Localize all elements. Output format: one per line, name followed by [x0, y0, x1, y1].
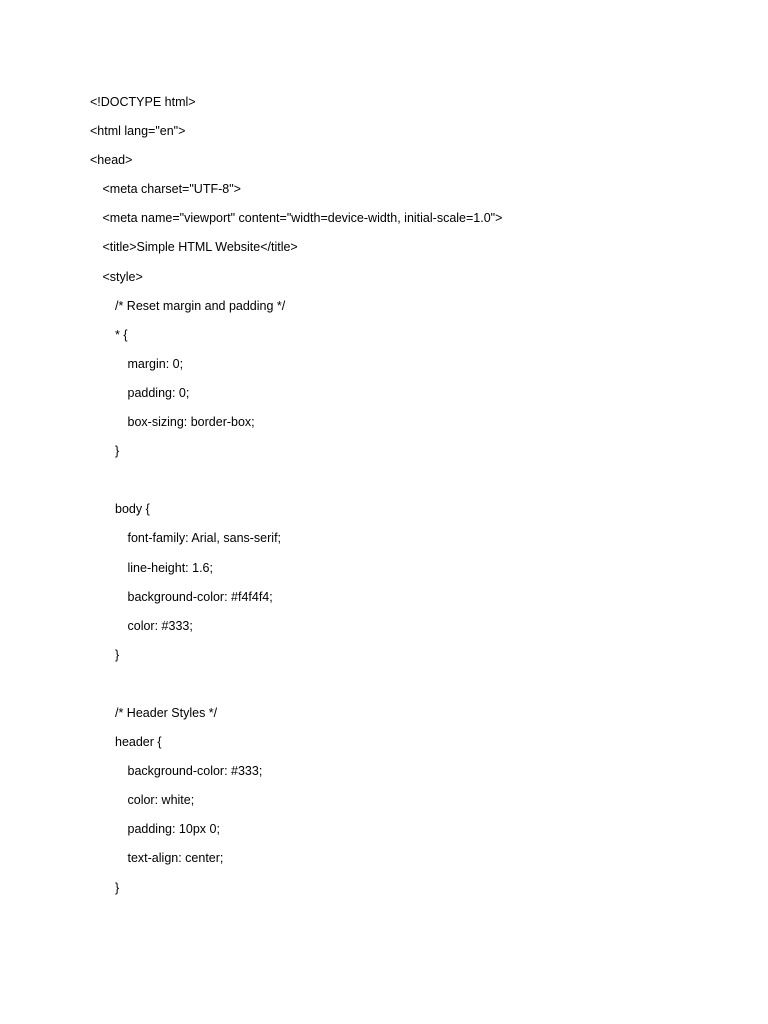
code-text-block	[90, 88, 502, 903]
code-line: margin: 0;	[127, 356, 184, 371]
code-line: <head>	[90, 153, 133, 168]
code-line: color: #333;	[127, 618, 193, 633]
code-line: background-color: #333;	[127, 764, 263, 779]
code-line: color: white;	[127, 793, 195, 808]
code-line: background-color: #f4f4f4;	[127, 589, 273, 604]
code-line: /* Header Styles */	[115, 705, 218, 720]
code-line: <style>	[102, 269, 143, 284]
code-line: <!DOCTYPE html>	[90, 95, 196, 109]
blank-line	[90, 466, 502, 495]
code-line: }	[115, 647, 120, 662]
code-line: <html lang="en">	[90, 124, 186, 139]
code-line: * {	[115, 327, 128, 342]
code-line: }	[115, 444, 120, 459]
code-line: header {	[115, 735, 162, 750]
code-line: padding: 10px 0;	[127, 822, 220, 837]
code-line: padding: 0;	[127, 385, 190, 400]
code-line: box-sizing: border-box;	[127, 415, 255, 430]
blank-line	[90, 670, 502, 699]
code-line: font-family: Arial, sans-serif;	[127, 531, 282, 546]
code-line: }	[115, 880, 120, 895]
code-line: text-align: center;	[127, 851, 224, 866]
code-line: line-height: 1.6;	[127, 560, 213, 575]
code-line: /* Reset margin and padding */	[115, 298, 286, 313]
code-line: <meta name="viewport" content="width=device-width, initial-scale=1.0">	[102, 211, 503, 226]
code-line: body {	[115, 502, 150, 517]
code-line: <meta charset="UTF-8">	[102, 182, 241, 197]
code-line: <title>Simple HTML Website</title>	[102, 240, 298, 255]
